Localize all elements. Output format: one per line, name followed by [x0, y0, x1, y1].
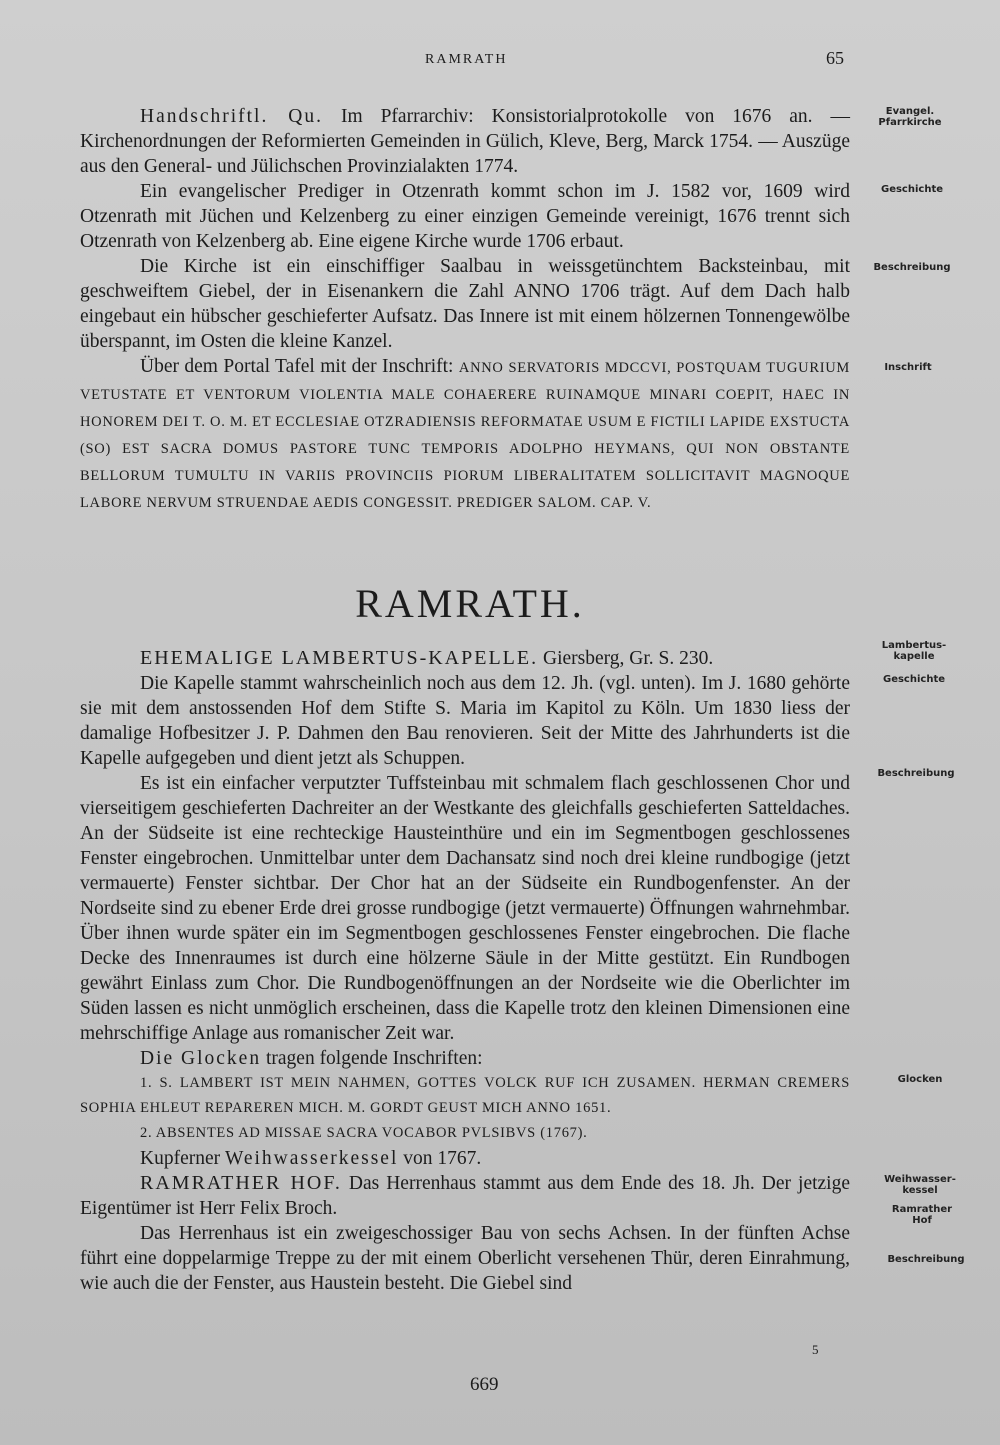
hof-history [80, 1171, 850, 1221]
margin-note-evangel-line2: Pfarrkirche [878, 117, 942, 128]
margin-note-geschichte-2: Geschichte [882, 674, 946, 685]
chapel-history: Die Kapelle stammt wahrscheinlich noch aus dem 12. Jh. (vgl. unten). Im J. 1680 gehörte sie mit dem anstossenden Hof dem Stifte S. Maria im Kapitol zu Köln. Um 1830 liess der damalige Hofbesitzer J. P. Dahmen den Bau renovieren. Seit der Mitte des Jahrhunderts ist die Kapelle aufgegeben und dient jetzt als Schuppen. [80, 673, 850, 769]
bell-inscription-1: 1. S. LAMBERT IST MEIN NAHMEN, GOTTES VOLCK RUF ICH ZUSAMEN. HERMAN CREMERS SOPHIA EHLEUT REPAREREN MICH. M. GORDT GEUST MICH ANNO 1651. [80, 1075, 850, 1116]
margin-note-evangel-line1: Evangel. [885, 106, 935, 117]
margin-note-ramrather [872, 1204, 972, 1226]
paragraph-history: Ein evangelischer Prediger in Otzenrath kommt schon im J. 1582 vor, 1609 wird Otzenrath mit Jüchen und Kelzenberg zu einer einzigen Gemeinde vereinigt, 1676 trennt sich Otzenrath von Kelzenberg ab. Eine eigene Kirche wurde 1706 erbaut. [80, 181, 850, 252]
paragraph-inscription [80, 354, 850, 516]
bells-text: tragen folgende Inschriften: [261, 1048, 483, 1069]
section-title: RAMRATH. [355, 581, 585, 626]
margin-note-lambertus-line1: Lambertus- [881, 640, 947, 651]
chapel-heading: EHEMALIGE LAMBERTUS-KAPELLE. [140, 647, 539, 669]
hof-heading: RAMRATHER HOF. [140, 1172, 342, 1194]
holy-water-stoup [80, 1146, 850, 1171]
stoup-name: Weihwasserkessel [225, 1148, 399, 1169]
margin-note-weihwasser-line1: Weihwasser- [884, 1174, 956, 1185]
margin-note-ramrather-line2: Hof [912, 1215, 932, 1226]
chapel-location: Giersberg, Gr. S. 230. [538, 648, 714, 669]
page-number: 65 [826, 48, 844, 68]
margin-note-glocken: Glocken [897, 1074, 943, 1085]
margin-note-ramrather-line1: Ramrather [891, 1204, 953, 1215]
margin-note-beschreibung: Beschreibung [873, 262, 951, 273]
margin-note-beschreibung-3: Beschreibung [887, 1254, 965, 1265]
footer-page-number: 669 [470, 1374, 499, 1395]
paragraph-sources [80, 104, 850, 179]
stoup-date: von 1767. [398, 1148, 482, 1169]
margin-note-lambertus [864, 640, 964, 662]
inscription-text: ANNO SERVATORIS MDCCVI, POSTQUAM TUGURIUM VETUSTATE ET VENTORUM VIOLENTIA MALE COHAERERE RUINAMQUE MINARI COEPIT, HAEC IN HONOREM DEI T. O. M. ET ECCLESIAE OTZRADIENSIS REFORMATAE USUM E FICTILI LAPIDE EXSTUCTA (SO) EST SACRA DOMUS PASTORE TUNC TEMPORIS ADOLPHO HEYMANS, QUI NON OBSTANTE BELLORUM TUMULTU IN VARIIS PROVINCIIS PIORUM LIBERALITATEM SOLLICITAVIT MAGNOQUE LABORE NERVUM STRUENDAE AEDIS CONGESSIT. PREDIGER SALOM. CAP. V. [80, 360, 850, 511]
margin-note-beschreibung-2: Beschreibung [877, 768, 955, 779]
margin-note-evangel [860, 106, 960, 128]
margin-note-weihwasser-line2: kessel [902, 1185, 938, 1196]
chapel-heading-line [80, 646, 850, 671]
chapel-description: Es ist ein einfacher verputzter Tuffsteinbau mit schmalem flach geschlossenen Chor und vierseitigem geschieferten Dachreiter an der Westkante des gleichfalls geschieferten Satteldaches. An der Südseite ist eine rechteckige Hausteinthüre und ein im Segmentbogen geschlossenes Fenster eingebrochen. Unmittelbar unter dem Dachansatz sind noch drei kleine rundbogige (jetzt vermauerte) Fenster sichtbar. Der Chor hat an der Südseite ein Rundbogenfenster. An der Nordseite sind zu ebener Erde drei grosse rundbogige (jetzt vermauerte) Öffnungen wahrnehmbar. Über ihnen wurde später ein im Segmentbogen geschlossenes Fenster eingebrochen. Die flache Decke des Innenraumes ist durch eine hölzerne Säule in der Mitte gestützt. Ein Rundbogen gewährt Einlass zum Chor. Die Rundbogenöffnungen an der Nordseite wie die Oberlichter im Süden lassen es nicht unmöglich erscheinen, dass die Kapelle trotz den kleinen Dimensionen eine mehrschiffige Anlage aus romanischer Zeit war. [80, 773, 850, 1044]
section-otzenrath [80, 104, 850, 516]
paragraph-description: Die Kirche ist ein einschiffiger Saalbau in weissgetünchtem Backsteinbau, mit geschweiftem Giebel, der in Eisenankern die Zahl ANNO 1706 trägt. Auf dem Dach halb eingebaut ein hübscher geschieferter Aufsatz. Das Innere ist mit einem hölzernen Tonnengewölbe überspannt, im Osten die kleine Kanzel. [80, 256, 850, 352]
hof-description: Das Herrenhaus ist ein zweigeschossiger Bau von sechs Achsen. In der fünften Achse führt eine doppelarmige Treppe zu der mit einem Oberlicht versehenen Thür, deren Einrahmung, wie auch die der Fenster, aus Haustein besteht. Die Giebel sind [80, 1223, 850, 1294]
margin-note-lambertus-line2: kapelle [893, 651, 935, 662]
bells-lead: Die Glocken [140, 1048, 262, 1069]
section-ramrath [80, 646, 850, 1296]
hof-text: Das Herrenhaus stammt aus dem Ende des 18. Jh. Der jetzige Eigentümer ist Herr Felix Broch. [80, 1173, 850, 1219]
sources-lead: Handschriftl. Qu. [140, 106, 324, 127]
running-head: RAMRATH [425, 52, 508, 67]
margin-note-geschichte: Geschichte [880, 184, 944, 195]
inscription-lead: Über dem Portal Tafel mit der Inschrift: [140, 356, 459, 377]
margin-note-inschrift: Inschrift [884, 362, 932, 373]
sources-text: Im Pfarrarchiv: Konsistorialprotokolle von 1676 an. — Kirchenordnungen der Reformierten Gemeinden in Gülich, Kleve, Berg, Marck 1754. — Auszüge aus den General- und Jülichschen Provinzialakten 1774. [80, 106, 850, 177]
bells-intro [80, 1046, 850, 1071]
stoup-lead: Kupferner [140, 1148, 225, 1169]
signature-mark: 5 [812, 1342, 819, 1357]
margin-note-weihwasser [870, 1174, 970, 1196]
bell-inscription-2: 2. ABSENTES AD MISSAE SACRA VOCABOR PVLSIBVS (1767). [140, 1125, 588, 1141]
